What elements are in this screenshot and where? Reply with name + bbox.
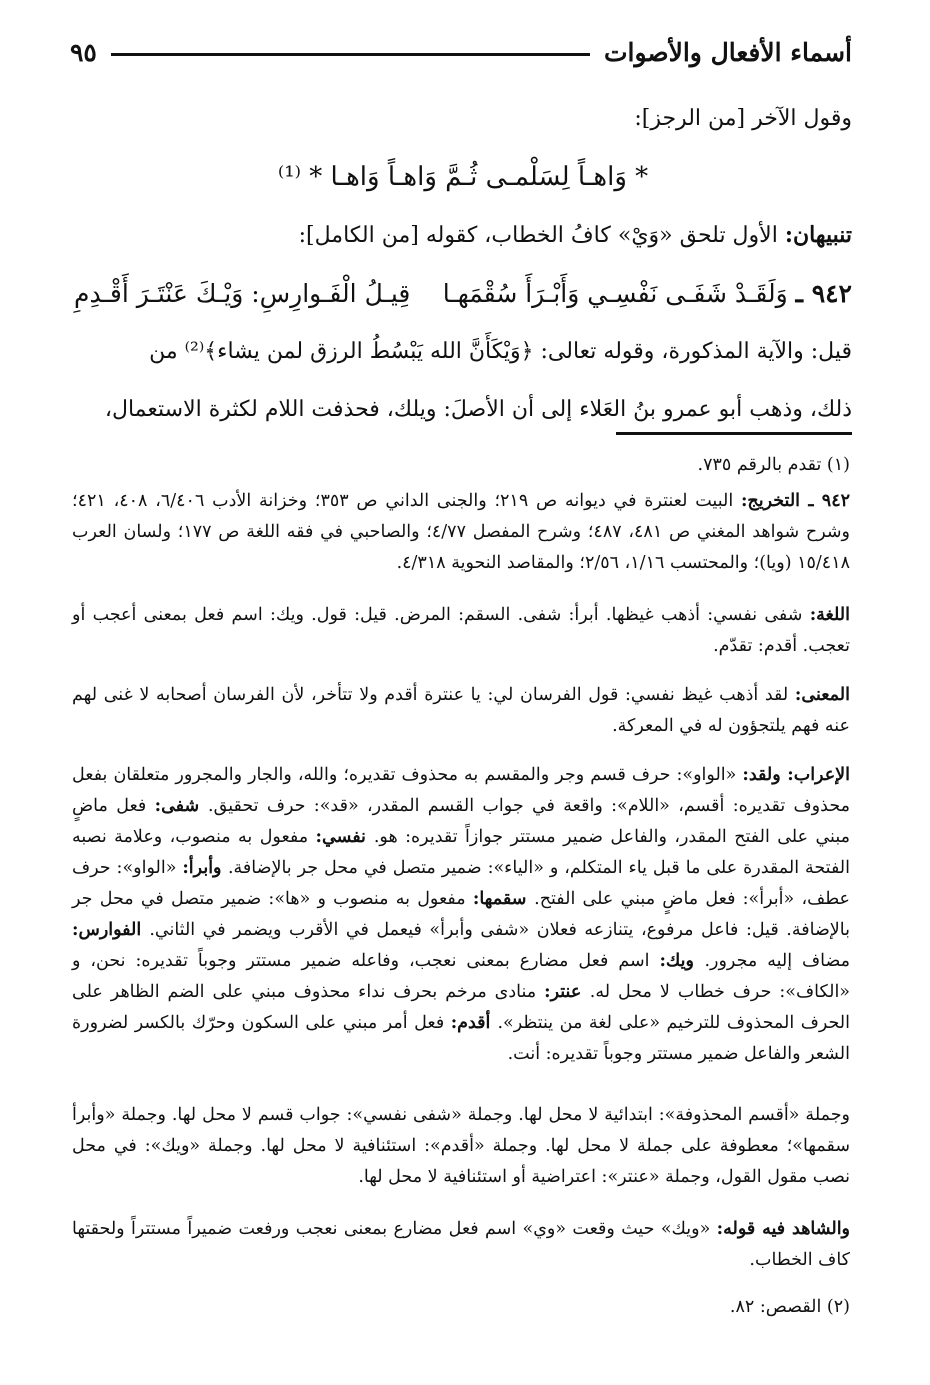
- footnote-2: [72, 1292, 850, 1323]
- takhrij-block: [72, 486, 850, 579]
- verse-942-part1: وَلَقَـدْ شَفَـى نَفْسِـي وَأَبْـرَأَ سُقْمَهـا: [442, 279, 788, 308]
- irab-word-3: نفسي:: [315, 827, 374, 847]
- irab-word-5: سقمها:: [472, 889, 535, 909]
- verse-rajaz: * وَاهـاً لِسَلْمـى ثُـمَّ وَاهـاً وَاهـا * ⁽¹⁾: [277, 162, 649, 192]
- takhrij-label: ٩٤٢ ـ التخريج:: [740, 491, 850, 511]
- main-line-4: قيل: والآية المذكورة، وقوله تعالى: ﴿وَيْكَأَنَّ الله يَبْسُطُ الرزق لمن يشاء﴾⁽²⁾ من: [149, 339, 852, 364]
- shahid-text: «ويك» حيث وقعت «وي» اسم فعل مضارع بمعنى نعجب ورفعت ضميراً مستتراً ولحقتها كاف الخطاب.: [72, 1219, 850, 1270]
- mana-text: لقد أذهب غيظ نفسي: قول الفرسان لي: يا عنترة أقدم ولا تتأخر، لأن الفرسان أصحابه لا غنى لهم عنه فهم يلتجؤون له في المعركة.: [72, 685, 850, 736]
- note-line: [74, 206, 852, 265]
- verse-942-part2: قِيـلُ الْفَـوارِسِ: وَيْـكَ عَنْتَـرَ أَقْـدِمِ: [74, 279, 411, 308]
- page-number: ٩٥: [70, 37, 97, 67]
- lugha-text: شفى نفسي: أذهب غيظها. أبرأ: شفى. السقم: المرض. قيل: قول. ويك: اسم فعل بمعنى أعجب أو تعجب. أقدم: تقدّم.: [72, 605, 850, 656]
- page-header: [70, 32, 852, 72]
- lugha-label: اللغة:: [809, 605, 850, 625]
- irab-text-9: فعل أمر مبني على السكون وحرّك بالكسر لضرورة الشعر والفاعل ضمير مستتر وجوباً تقديره: أنت.: [72, 1013, 850, 1064]
- main-line-1: وقول الآخر [من الرجز]:: [634, 106, 852, 131]
- lugha-block: [72, 600, 850, 662]
- footnote-1: [72, 450, 850, 481]
- irab-text-5: مفعول به منصوب و «ها»: ضمير متصل في محل جر بالإضافة. قيل: فاعل مرفوع، يتنازعه فعلان «شفى وأبرأ» فيعمل في الأقرب ويضمر في الثاني.: [72, 889, 850, 940]
- note-text: الأول تلحق «وَيْ» كافُ الخطاب، كقوله [من الكامل]:: [298, 223, 785, 248]
- irab-text-6: مضاف إليه مجرور.: [704, 951, 851, 971]
- irab-text-8: منادى مرخم بحرف نداء محذوف مبني على الضم الظاهر على الحرف المحذوف للترخيم «على لغة من ينتظر».: [72, 982, 850, 1033]
- mana-block: [72, 680, 850, 742]
- shahid-block: [72, 1214, 850, 1276]
- irab-text-1: «الواو»: حرف قسم وجر والمقسم به محذوف تقديره؛ والله، والجار والمجرور متعلقان بفعل محذوف تقديره: أقسم، «اللام»: واقعة في جواب القسم المقدر، «قد»: حرف تحقيق.: [72, 765, 850, 816]
- running-title: أسماء الأفعال والأصوات: [603, 37, 852, 67]
- irab-word-1: ولقد:: [742, 765, 788, 785]
- irab-text-2: فعل ماضٍ مبني على الفتح المقدر، والفاعل ضمير مستتر جوازاً تقديره: هو.: [72, 796, 850, 847]
- main-text: [74, 90, 852, 439]
- footnote-2-text: (٢) القصص: ٨٢.: [729, 1297, 850, 1317]
- irab-text-3: مفعول به منصوب، وعلامة نصبه الفتحة المقدرة على ما قبل ياء المتكلم، و «الياء»: ضمير متصل في محل جر بالإضافة.: [72, 827, 850, 878]
- footnote-1-text: (١) تقدم بالرقم ٧٣٥.: [697, 455, 850, 475]
- takhrij-text: البيت لعنترة في ديوانه ص ٢١٩؛ والجنى الداني ص ٣٥٣؛ وخزانة الأدب ٦/٤٠٦، ٤٠٨، ٤٢١؛ وشرح شواهد المغني ص ٤٨١، ٤٨٧؛ وشرح المفصل ٤/٧٧؛ والصاحبي في فقه اللغة ص ١٧٧؛ ولسان العرب ١٥/٤١٨ (ويا)؛ والمحتسب ١/١٦، ٢/٥٦؛ والمقاصد النحوية ٤/٣١٨.: [72, 491, 850, 573]
- mana-label: المعنى:: [794, 685, 850, 705]
- header-rule: [111, 53, 590, 56]
- irab-word-8: عنتر:: [544, 982, 590, 1002]
- irab-word-9: أقدم:: [450, 1013, 498, 1033]
- footnote-rule: [616, 432, 852, 435]
- irab-text-4: «الواو»: حرف عطف، «أبرأ»: فعل ماضٍ مبني على الفتح.: [72, 858, 851, 909]
- shahid-label: والشاهد فيه قوله:: [716, 1219, 851, 1239]
- jumal-block: [72, 1100, 850, 1193]
- irab-label: الإعراب:: [787, 765, 851, 785]
- irab-text-7: اسم فعل مضارع بمعنى نعجب، وفاعله ضمير مستتر وجوباً تقديره: نحن، و «الكاف»: حرف خطاب لا محل له.: [72, 951, 851, 1002]
- verse-942: [74, 265, 852, 323]
- verse-942-first-hemistich: [443, 265, 852, 323]
- irab-word-4: وأبرأ:: [182, 858, 228, 878]
- irab-block: [72, 760, 850, 1070]
- note-label: تنبيهان:: [784, 222, 852, 248]
- irab-word-2: شفى:: [154, 796, 209, 816]
- main-line-5: ذلك، وذهب أبو عمرو بنُ العَلاء إلى أن الأصلَ: ويلك، فحذفت اللام لكثرة الاستعمال،: [104, 397, 852, 422]
- verse-number: ٩٤٢ ـ: [795, 279, 852, 308]
- irab-word-6: الفوارس:: [72, 920, 150, 940]
- irab-word-7: ويك:: [659, 951, 705, 971]
- jumal-text: وجملة «أقسم المحذوفة»: ابتدائية لا محل لها. وجملة «شفى نفسي»: جواب قسم لا محل لها. وجملة «وأبرأ سقمها»؛ معطوفة على جملة لا محل لها. وجملة «أقدم»: استئنافية لا محل لها. وجملة «ويك»: في محل نصب مقول القول، وجملة «عنتر»: اعتراضية أو استئنافية لا محل لها.: [72, 1105, 850, 1187]
